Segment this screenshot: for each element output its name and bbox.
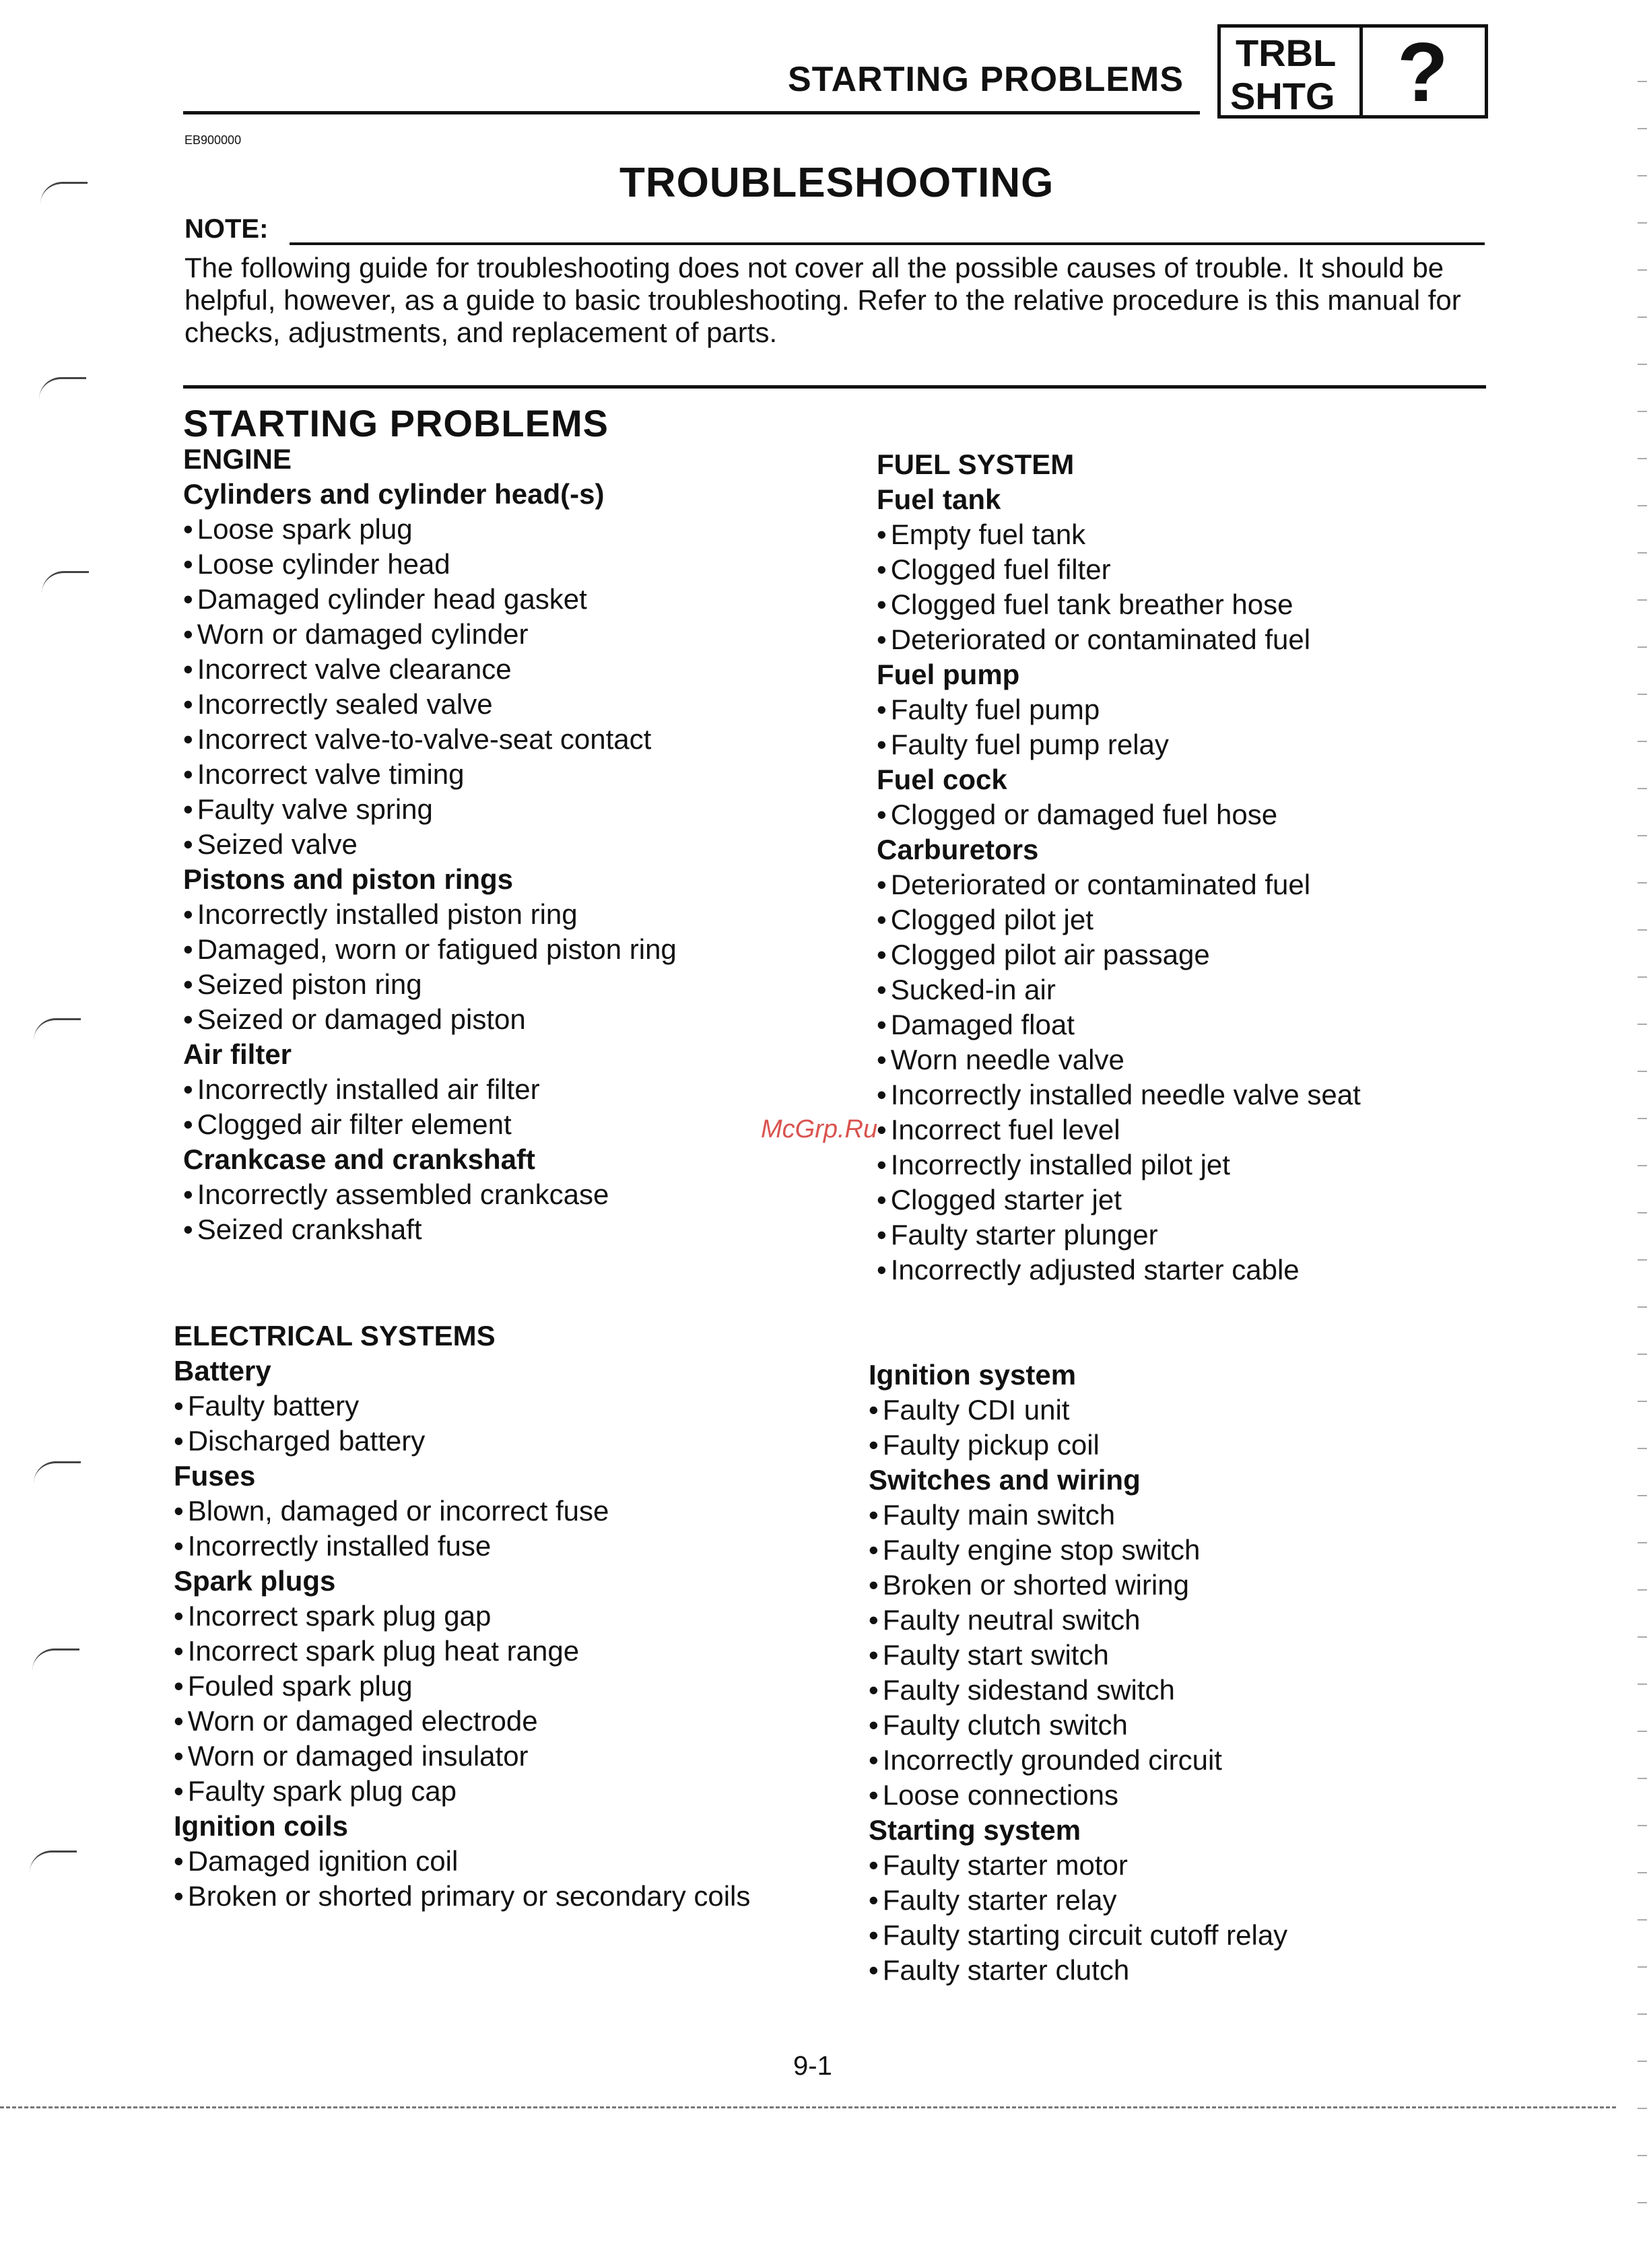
scan-tick bbox=[1638, 1118, 1647, 1119]
scan-tick bbox=[1638, 1636, 1647, 1638]
scan-tick bbox=[1638, 2202, 1647, 2203]
list-item: • Worn or damaged insulator bbox=[174, 1739, 861, 1774]
scan-tick bbox=[1638, 1966, 1647, 1968]
list-item: • Incorrectly installed piston ring bbox=[183, 897, 870, 932]
list-item: • Incorrectly adjusted starter cable bbox=[877, 1253, 1563, 1288]
list-item: • Incorrectly installed needle valve seat bbox=[877, 1077, 1563, 1112]
scan-tick bbox=[1638, 505, 1647, 506]
scan-tick bbox=[1638, 2108, 1647, 2109]
scan-tick bbox=[1638, 128, 1647, 129]
electrical-right-column bbox=[869, 1358, 1555, 1988]
list-item: • Incorrectly installed fuse bbox=[174, 1529, 861, 1564]
scan-tick bbox=[1638, 976, 1647, 978]
scan-tick bbox=[1638, 458, 1647, 459]
list-item: • Faulty clutch switch bbox=[869, 1708, 1555, 1743]
list-item: • Seized crankshaft bbox=[183, 1212, 870, 1247]
list-item: • Broken or shorted primary or secondary coils bbox=[174, 1879, 861, 1914]
bottom-rule bbox=[0, 2106, 1616, 2108]
binder-mark bbox=[30, 1850, 77, 1873]
scan-tick bbox=[1638, 1542, 1647, 1543]
list-item: • Faulty neutral switch bbox=[869, 1603, 1555, 1638]
scan-tick bbox=[1638, 1731, 1647, 1732]
binder-mark bbox=[34, 1018, 81, 1040]
binder-mark bbox=[32, 1648, 79, 1671]
page-number: 9-1 bbox=[793, 2051, 832, 2081]
list-item: • Worn needle valve bbox=[877, 1042, 1563, 1077]
watermark: McGrp.Ru bbox=[761, 1115, 878, 1143]
scan-tick bbox=[1638, 1354, 1647, 1355]
list-item: • Clogged fuel tank breather hose bbox=[877, 587, 1563, 622]
scan-tick bbox=[1638, 1495, 1647, 1496]
list-item: • Fouled spark plug bbox=[174, 1669, 861, 1704]
list-item: • Broken or shorted wiring bbox=[869, 1568, 1555, 1603]
list-item: • Faulty start switch bbox=[869, 1638, 1555, 1673]
scan-tick bbox=[1638, 788, 1647, 789]
scan-tick bbox=[1638, 929, 1647, 931]
header-section-title: STARTING PROBLEMS bbox=[788, 60, 1184, 99]
badge-line1: TRBL bbox=[1236, 32, 1337, 74]
subsection-heading: Fuel tank bbox=[877, 483, 1001, 515]
binder-mark bbox=[40, 182, 88, 204]
list-item: • Incorrectly sealed valve bbox=[183, 687, 870, 722]
scan-tick bbox=[1638, 741, 1647, 742]
section-title: STARTING PROBLEMS bbox=[183, 402, 609, 444]
scan-tick bbox=[1638, 694, 1647, 695]
scan-tick bbox=[1638, 411, 1647, 412]
subsection-heading: Air filter bbox=[183, 1038, 292, 1070]
scan-tick bbox=[1638, 1024, 1647, 1025]
list-item: • Clogged starter jet bbox=[877, 1182, 1563, 1218]
list-item: • Incorrect valve timing bbox=[183, 757, 870, 792]
list-item: • Faulty fuel pump bbox=[877, 692, 1563, 727]
question-mark-icon: ? bbox=[1397, 26, 1448, 119]
list-item: • Seized valve bbox=[183, 827, 870, 862]
badge-line2: SHTG bbox=[1230, 75, 1335, 117]
scan-tick bbox=[1638, 2155, 1647, 2156]
list-item: • Deteriorated or contaminated fuel bbox=[877, 622, 1563, 657]
list-item: • Clogged fuel filter bbox=[877, 552, 1563, 587]
binder-mark bbox=[42, 571, 89, 593]
category-label: ENGINE bbox=[183, 443, 292, 475]
subsection-heading: Fuel cock bbox=[877, 764, 1007, 795]
list-item: • Damaged float bbox=[877, 1007, 1563, 1042]
list-item: • Damaged cylinder head gasket bbox=[183, 582, 870, 617]
list-item: • Faulty valve spring bbox=[183, 792, 870, 827]
list-item: • Incorrect spark plug heat range bbox=[174, 1634, 861, 1669]
list-item: • Clogged or damaged fuel hose bbox=[877, 797, 1563, 832]
scan-tick bbox=[1638, 1825, 1647, 1826]
scan-tick bbox=[1638, 835, 1647, 836]
subsection-heading: Battery bbox=[174, 1355, 271, 1387]
scan-tick bbox=[1638, 1919, 1647, 1921]
scan-tick bbox=[1638, 2061, 1647, 2062]
list-item: • Incorrectly installed pilot jet bbox=[877, 1147, 1563, 1182]
list-item: • Faulty starter relay bbox=[869, 1883, 1555, 1918]
scan-tick bbox=[1638, 364, 1647, 365]
scan-tick bbox=[1638, 316, 1647, 318]
header-rule bbox=[183, 111, 1200, 114]
list-item: • Incorrect spark plug gap bbox=[174, 1599, 861, 1634]
scan-tick bbox=[1638, 552, 1647, 554]
scan-tick bbox=[1638, 222, 1647, 224]
note-text: The following guide for troubleshooting does not cover all the possible causes of trouble. It should be helpful, however, as a guide to basic troubleshooting. Refer to the relative procedure is this manual for checks, adjustments, and replacement of parts. bbox=[184, 252, 1461, 348]
scan-tick bbox=[1638, 175, 1647, 176]
subsection-heading: Cylinders and cylinder head(-s) bbox=[183, 478, 605, 510]
scan-tick bbox=[1638, 882, 1647, 883]
scan-tick bbox=[1638, 2013, 1647, 2015]
scan-tick bbox=[1638, 81, 1647, 82]
subsection-heading: Ignition system bbox=[869, 1359, 1077, 1391]
subsection-heading: Pistons and piston rings bbox=[183, 863, 514, 895]
note-rule bbox=[290, 242, 1485, 245]
list-item: • Faulty starting circuit cutoff relay bbox=[869, 1918, 1555, 1953]
section-rule bbox=[183, 385, 1486, 389]
subsection-heading: Starting system bbox=[869, 1814, 1081, 1846]
scan-tick bbox=[1638, 1259, 1647, 1261]
scan-tick bbox=[1638, 1306, 1647, 1308]
list-item: • Loose connections bbox=[869, 1778, 1555, 1813]
subsection-heading: Spark plugs bbox=[174, 1565, 336, 1597]
list-item: • Faulty CDI unit bbox=[869, 1393, 1555, 1428]
scan-tick bbox=[1638, 1071, 1647, 1072]
subsection-heading: Crankcase and crankshaft bbox=[183, 1143, 535, 1175]
doc-id: EB900000 bbox=[184, 133, 242, 147]
scan-tick bbox=[1638, 1683, 1647, 1685]
list-item: • Discharged battery bbox=[174, 1424, 861, 1459]
scan-tick bbox=[1638, 1165, 1647, 1166]
list-item: • Clogged pilot jet bbox=[877, 902, 1563, 937]
list-item: • Empty fuel tank bbox=[877, 517, 1563, 552]
list-item: • Incorrect fuel level bbox=[877, 1112, 1563, 1147]
section-badge bbox=[1217, 24, 1488, 119]
electrical-column bbox=[174, 1319, 861, 1914]
list-item: • Worn or damaged cylinder bbox=[183, 617, 870, 652]
category-label: ELECTRICAL SYSTEMS bbox=[174, 1320, 496, 1352]
fuel-column bbox=[877, 447, 1563, 1288]
list-item: • Blown, damaged or incorrect fuse bbox=[174, 1494, 861, 1529]
note-label: NOTE: bbox=[184, 214, 269, 244]
list-item: • Sucked-in air bbox=[877, 972, 1563, 1007]
scan-tick bbox=[1638, 1778, 1647, 1779]
subsection-heading: Carburetors bbox=[877, 834, 1039, 865]
scan-tick bbox=[1638, 269, 1647, 271]
subsection-heading: Fuel pump bbox=[877, 659, 1020, 690]
list-item: • Clogged pilot air passage bbox=[877, 937, 1563, 972]
list-item: • Loose cylinder head bbox=[183, 547, 870, 582]
badge-divider bbox=[1359, 28, 1363, 115]
list-item: • Damaged, worn or fatigued piston ring bbox=[183, 932, 870, 967]
binder-mark bbox=[39, 377, 86, 399]
list-item: • Clogged air filter element bbox=[183, 1107, 870, 1142]
scan-tick bbox=[1638, 646, 1647, 648]
list-item: • Faulty starter clutch bbox=[869, 1953, 1555, 1988]
subsection-heading: Ignition coils bbox=[174, 1810, 348, 1842]
scan-tick bbox=[1638, 599, 1647, 601]
subsection-heading: Switches and wiring bbox=[869, 1464, 1141, 1496]
list-item: • Faulty sidestand switch bbox=[869, 1673, 1555, 1708]
scan-tick bbox=[1638, 1872, 1647, 1873]
list-item: • Faulty engine stop switch bbox=[869, 1533, 1555, 1568]
list-item: • Faulty main switch bbox=[869, 1498, 1555, 1533]
page-title: TROUBLESHOOTING bbox=[619, 160, 1054, 206]
list-item: • Faulty battery bbox=[174, 1389, 861, 1424]
list-item: • Seized piston ring bbox=[183, 967, 870, 1002]
list-item: • Faulty starter motor bbox=[869, 1848, 1555, 1883]
scan-tick bbox=[1638, 1212, 1647, 1213]
scan-tick bbox=[1638, 1448, 1647, 1449]
list-item: • Incorrectly assembled crankcase bbox=[183, 1177, 870, 1212]
list-item: • Incorrectly grounded circuit bbox=[869, 1743, 1555, 1778]
list-item: • Seized or damaged piston bbox=[183, 1002, 870, 1037]
list-item: • Deteriorated or contaminated fuel bbox=[877, 867, 1563, 902]
list-item: • Loose spark plug bbox=[183, 512, 870, 547]
list-item: • Worn or damaged electrode bbox=[174, 1704, 861, 1739]
category-label: FUEL SYSTEM bbox=[877, 448, 1075, 480]
list-item: • Incorrectly installed air filter bbox=[183, 1072, 870, 1107]
scan-tick bbox=[1638, 1589, 1647, 1591]
subsection-heading: Fuses bbox=[174, 1460, 256, 1492]
list-item: • Incorrect valve-to-valve-seat contact bbox=[183, 722, 870, 757]
binder-mark bbox=[34, 1461, 81, 1483]
scan-tick bbox=[1638, 1401, 1647, 1402]
list-item: • Faulty spark plug cap bbox=[174, 1774, 861, 1809]
list-item: • Faulty starter plunger bbox=[877, 1218, 1563, 1253]
list-item: • Damaged ignition coil bbox=[174, 1844, 861, 1879]
list-item: • Faulty pickup coil bbox=[869, 1428, 1555, 1463]
list-item: • Faulty fuel pump relay bbox=[877, 727, 1563, 762]
list-item: • Incorrect valve clearance bbox=[183, 652, 870, 687]
